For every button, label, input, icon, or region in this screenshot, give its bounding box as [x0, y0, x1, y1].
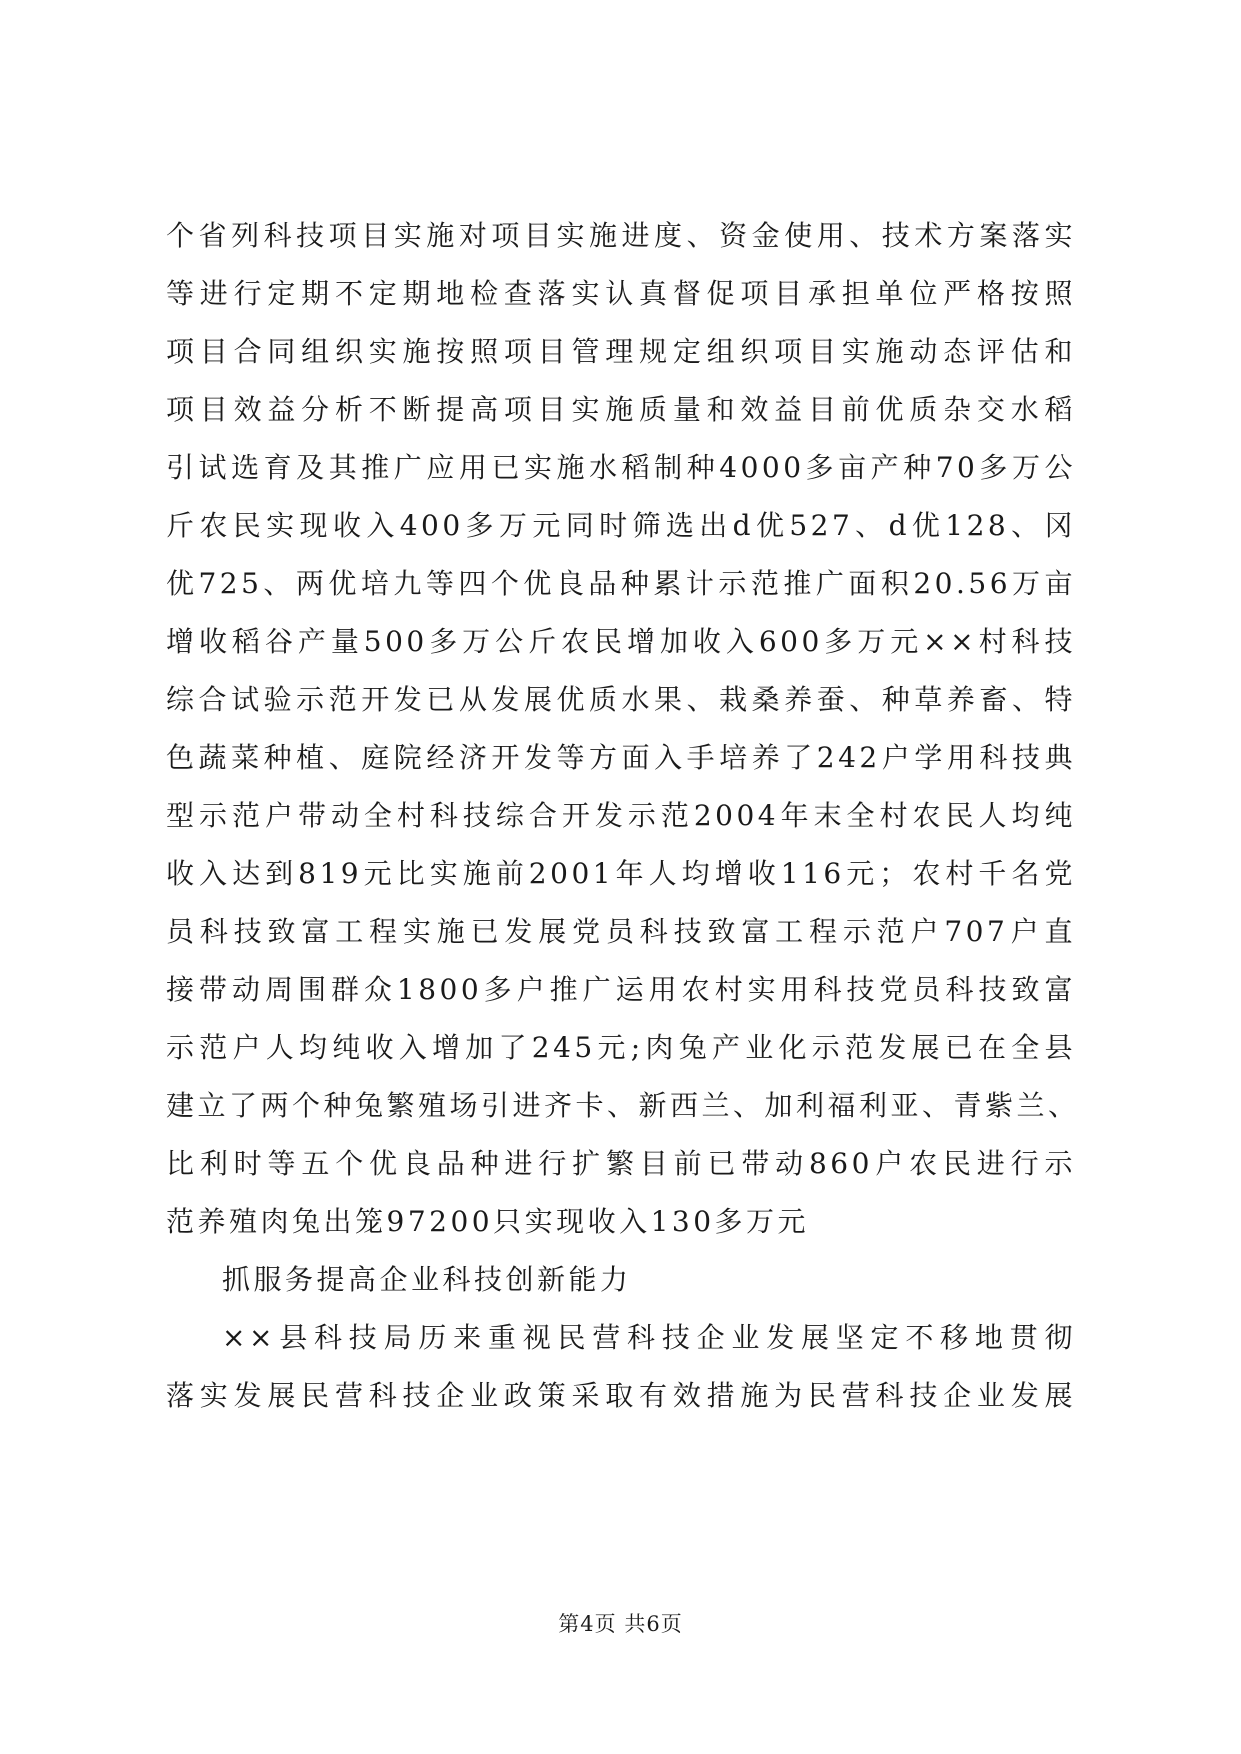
page-number: 第4页 共6页 [558, 1612, 683, 1636]
body-line-17: 比利时等五个优良品种进行扩繁目前已带动860户农民进行示 [166, 1147, 1076, 1180]
body-line-1: 个省列科技项目实施对项目实施进度、资金使用、技术方案落实 [166, 219, 1076, 252]
body-line-12: 收入达到819元比实施前2001年人均增收116元；农村千名党 [166, 857, 1076, 890]
body-line-5: 引试选育及其推广应用已实施水稻制种4000多亩产种70多万公 [166, 451, 1076, 484]
body-line-16: 建立了两个种兔繁殖场引进齐卡、新西兰、加利福利亚、青紫兰、 [166, 1089, 1080, 1122]
body-line-18: 范养殖肉兔出笼97200只实现收入130多万元 [166, 1205, 810, 1238]
section-heading: 抓服务提高企业科技创新能力 [222, 1263, 632, 1296]
body-line-4: 项目效益分析不断提高项目实施质量和效益目前优质杂交水稻 [166, 393, 1076, 426]
body-line-6: 斤农民实现收入400多万元同时筛选出d优527、d优128、冈 [166, 509, 1076, 542]
body-line-3: 项目合同组织实施按照项目管理规定组织项目实施动态评估和 [166, 335, 1076, 368]
body-line-7: 优725、两优培九等四个优良品种累计示范推广面积20.56万亩 [166, 567, 1076, 600]
para2-line-1: ××县科技局历来重视民营科技企业发展坚定不移地贯彻 [222, 1321, 1076, 1354]
body-line-2: 等进行定期不定期地检查落实认真督促项目承担单位严格按照 [166, 277, 1076, 310]
body-line-11: 型示范户带动全村科技综合开发示范2004年末全村农民人均纯 [166, 799, 1076, 832]
para2-line-2: 落实发展民营科技企业政策采取有效措施为民营科技企业发展 [166, 1379, 1076, 1412]
body-line-15: 示范户人均纯收入增加了245元;肉兔产业化示范发展已在全县 [166, 1031, 1076, 1064]
body-line-8: 增收稻谷产量500多万公斤农民增加收入600多万元××村科技 [166, 625, 1076, 658]
body-line-13: 员科技致富工程实施已发展党员科技致富工程示范户707户直 [166, 915, 1076, 948]
body-line-14: 接带动周围群众1800多户推广运用农村实用科技党员科技致富 [166, 973, 1076, 1006]
body-line-10: 色蔬菜种植、庭院经济开发等方面入手培养了242户学用科技典 [166, 741, 1076, 774]
body-line-9: 综合试验示范开发已从发展优质水果、栽桑养蚕、种草养畜、特 [166, 683, 1076, 716]
